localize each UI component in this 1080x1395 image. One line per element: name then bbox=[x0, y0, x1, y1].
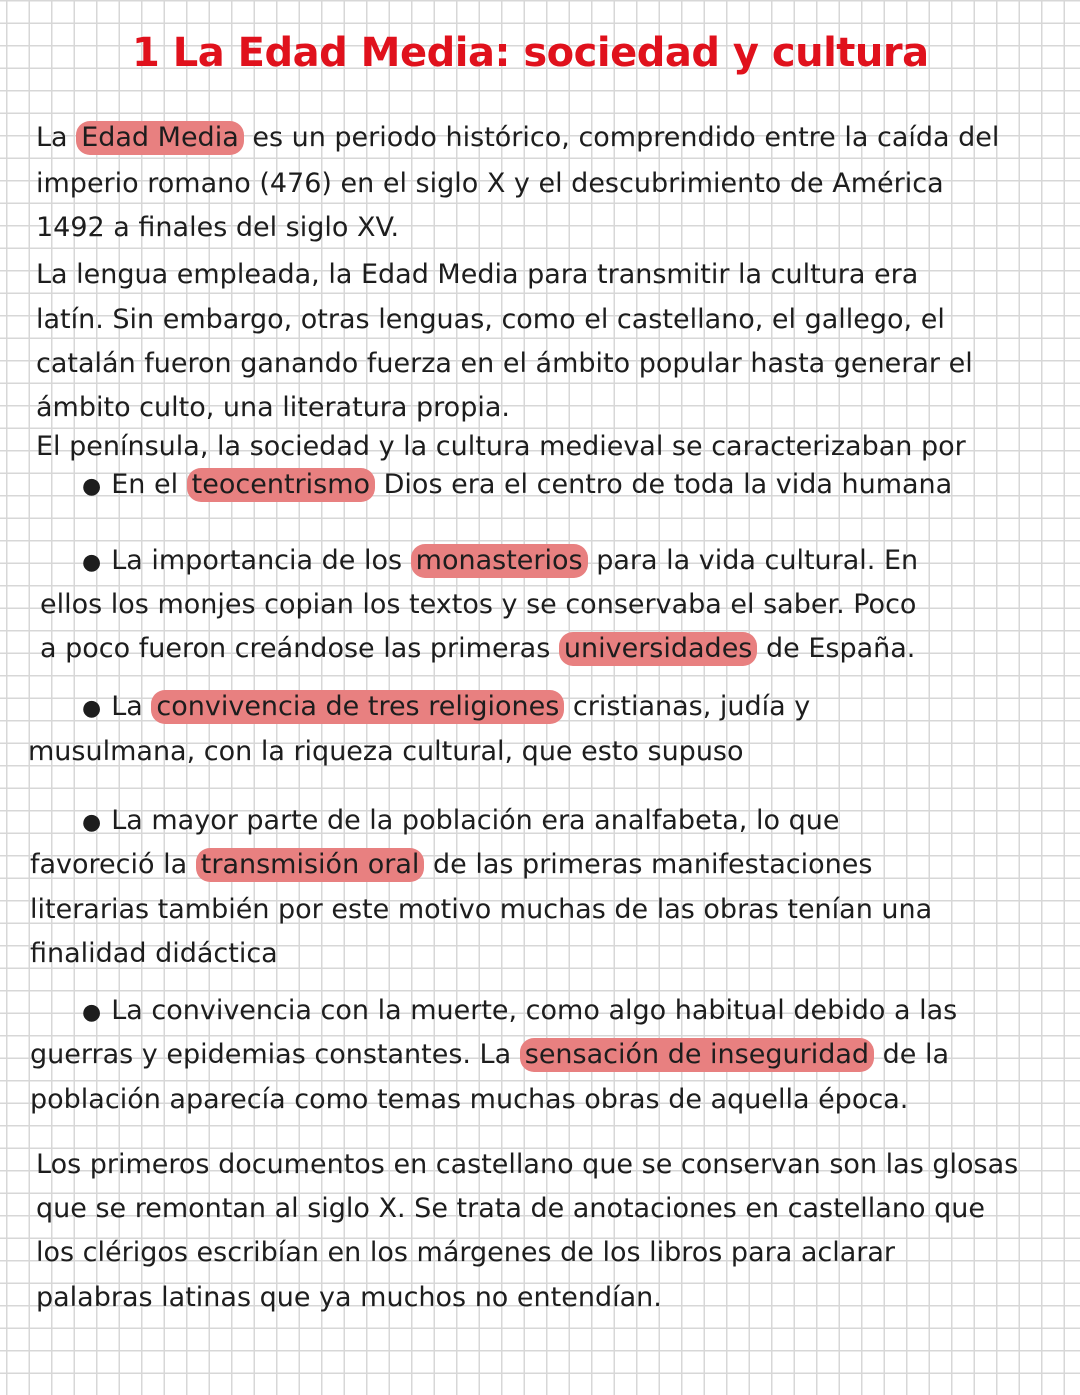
bullet-analfabeta: ● La mayor parte de la población era analfabeta, lo que bbox=[82, 805, 840, 836]
highlight-transmision-oral: transmisión oral bbox=[196, 848, 425, 882]
bullet-monasterios-line-3: a poco fueron creándose las primeras universidades de España. bbox=[40, 633, 916, 664]
bullet-dot-icon: ● bbox=[82, 474, 102, 499]
bullet-analfabeta-line-4: finalidad didáctica bbox=[30, 938, 278, 969]
bullet-monasterios-line-2: ellos los monjes copian los textos y se conservaba el saber. Poco bbox=[40, 589, 917, 620]
bullet-religiones-line-2: musulmana, con la riqueza cultural, que esto supuso bbox=[28, 736, 744, 767]
closing-line-3: los clérigos escribían en los márgenes de los libros para aclarar bbox=[36, 1237, 896, 1268]
bullet-muerte-line-2: guerras y epidemias constantes. La sensación de inseguridad de la bbox=[30, 1039, 949, 1070]
intro-line-2: imperio romano (476) en el siglo X y el descubrimiento de América bbox=[36, 168, 944, 199]
bullet-religiones: ● La convivencia de tres religiones cristianas, judía y bbox=[82, 691, 811, 722]
highlight-religiones: convivencia de tres religiones bbox=[151, 690, 564, 724]
closing-line-4: palabras latinas que ya muchos no entendían. bbox=[36, 1282, 662, 1313]
lengua-line-3: catalán fueron ganando fuerza en el ámbito popular hasta generar el bbox=[36, 348, 973, 379]
bullet-muerte: ● La convivencia con la muerte, como algo habitual debido a las bbox=[82, 995, 958, 1026]
intro-line-3: 1492 a finales del siglo XV. bbox=[36, 212, 400, 243]
highlight-inseguridad: sensación de inseguridad bbox=[520, 1038, 874, 1072]
highlight-universidades: universidades bbox=[559, 632, 758, 666]
bullet-analfabeta-line-3: literarias también por este motivo muchas de las obras tenían una bbox=[30, 894, 933, 925]
lengua-line-2: latín. Sin embargo, otras lenguas, como el castellano, el gallego, el bbox=[36, 304, 945, 335]
bullet-monasterios: ● La importancia de los monasterios para la vida cultural. En bbox=[82, 545, 919, 576]
lengua-line-4: ámbito culto, una literatura propia. bbox=[36, 392, 510, 423]
closing-line-1: Los primeros documentos en castellano que se conservan son las glosas bbox=[36, 1149, 1019, 1180]
intro-line-1: La Edad Media es un periodo histórico, comprendido entre la caída del bbox=[36, 122, 1000, 153]
bullet-analfabeta-line-2: favoreció la transmisión oral de las primeras manifestaciones bbox=[30, 849, 873, 880]
bullet-muerte-line-3: población aparecía como temas muchas obras de aquella época. bbox=[30, 1084, 909, 1115]
highlight-monasterios: monasterios bbox=[411, 544, 588, 578]
highlight-edad-media: Edad Media bbox=[76, 121, 244, 155]
highlight-teocentrismo: teocentrismo bbox=[187, 468, 375, 502]
page-title: 1 La Edad Media: sociedad y cultura bbox=[132, 30, 929, 76]
closing-line-2: que se remontan al siglo X. Se trata de anotaciones en castellano que bbox=[36, 1193, 985, 1224]
bullet-teocentrismo: ● En el teocentrismo Dios era el centro de toda la vida humana bbox=[82, 469, 953, 500]
bullet-dot-icon: ● bbox=[82, 1000, 102, 1025]
bullet-dot-icon: ● bbox=[82, 550, 102, 575]
bullet-dot-icon: ● bbox=[82, 696, 102, 721]
lengua-line-1: La lengua empleada, la Edad Media para transmitir la cultura era bbox=[36, 259, 919, 290]
lengua-line-5: El península, la sociedad y la cultura medieval se caracterizaban por bbox=[36, 431, 966, 462]
bullet-dot-icon: ● bbox=[82, 810, 102, 835]
